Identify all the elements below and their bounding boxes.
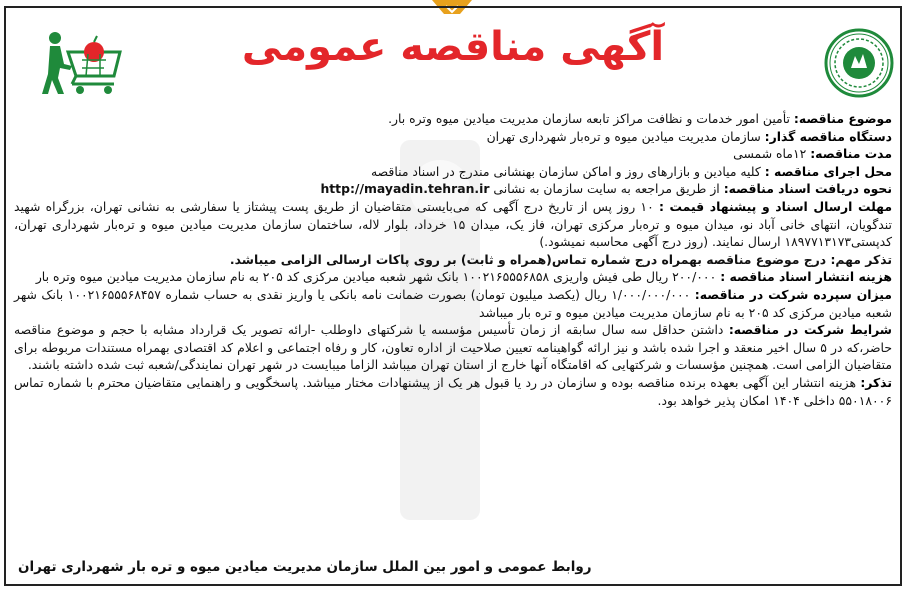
row-label: مهلت ارسال اسناد و پیشنهاد قیمت :: [658, 198, 892, 214]
row-label: مدت مناقصه:: [810, 146, 892, 162]
row-label: میزان سپرده شرکت در مناقصه:: [694, 286, 892, 302]
important-note: تذکر مهم: درج موضوع مناقصه بهمراه درج شماره تماس(همراه و ثابت) بر روی پاکات ارسالی الزامی میباشد.: [229, 251, 892, 267]
ad-body: [14, 110, 892, 409]
row-label: دستگاه مناقصه گذار:: [764, 128, 892, 144]
header: [6, 10, 900, 110]
footer-credit: روابط عمومی و امور بین الملل سازمان مدیریت میادین میوه و تره بار شهرداری تهران: [18, 559, 592, 575]
row-value: ۲۰۰/۰۰۰ ریال طی فیش واریزی ۱۰۰۲۱۶۵۵۵۶۸۵۸ بانک شهر شعبه میادین مرکزی کد ۲۰۵ به نام سازمان مدیریت میادین میوه وتره بار: [35, 269, 721, 285]
row-deadline: [14, 198, 892, 251]
row-value: کلیه میادین و بازارهای روز و اماکن سازمان بهنشانی مندرج در اسناد مناقصه: [371, 163, 765, 179]
website-link[interactable]: http://mayadin.tehran.ir: [320, 181, 490, 197]
row-organizer: [14, 128, 892, 146]
footer: [18, 556, 618, 575]
row-publication-fee: [14, 268, 892, 286]
row-deposit: [14, 286, 892, 321]
row-value: داشتن حداقل سه سال سابقه از زمان تأسیس مؤسسه یا شرکتهای داوطلب -ارائه تصویر یک قرارداد مشابه با حجم و موضوع مناقصه حاضر،که در ۵ سال اخیر منعقد و اجرا شده باشد و نیز ارائه گواهینامه تعیین صلاحیت از اداره تعاون، کار و رفاه اجتماعی و اعلام کد اقتصادی بهمراه مستندات مربوطه برای متقاضیان الزامی است. همچنین مؤسسات و شرکتهایی که اقامتگاه آنها خارج از استان تهران میباشد الزاما میبایست در شهر تهران نمایندگی/شعبه ثبت شده داشته باشند.: [14, 322, 892, 373]
row-label: نحوه دریافت اسناد مناقصه:: [723, 181, 892, 197]
row-location: [14, 163, 892, 181]
row-subject: [14, 110, 892, 128]
row-label: موضوع مناقصه:: [793, 111, 892, 126]
row-documents: [14, 180, 892, 198]
row-value: هزینه انتشار این آگهی بعهده برنده مناقصه بوده و سازمان در رد یا قبول هر یک از پیشنهادات مختار میباشد. پاسخگویی و راهنمایی متقاضیان محترم با شماره تماس ۵۵۰۱۸۰۰۶ داخلی ۱۴۰۴ امکان پذیر خواهد بود.: [14, 374, 892, 408]
row-reminder: [14, 374, 892, 409]
row-duration: [14, 145, 892, 163]
shopping-cart-icon: [42, 30, 122, 96]
row-value: سازمان مدیریت میادین میوه و تره‌بار شهرداری تهران: [486, 128, 765, 144]
row-label: شرایط شرکت در مناقصه:: [728, 322, 892, 338]
row-value: ۱۲ماه شمسی: [733, 146, 811, 162]
row-value: از طریق مراجعه به سایت سازمان به نشانی: [489, 181, 724, 197]
row-conditions: [14, 321, 892, 374]
row-value: تأمین امور خدمات و نظافت مراکز تابعه سازمان مدیریت میادین میوه وتره بار.: [388, 111, 794, 126]
row-value: ۱/۰۰۰/۰۰۰/۰۰۰ ریال (یکصد میلیون تومان) بصورت ضمانت نامه بانکی یا واریز نقدی به حساب شماره ۱۰۰۲۱۶۵۵۵۶۸۴۵۷ بانک شهر شعبه میادین مرکزی کد ۲۰۵ به نام سازمان مدیریت میادین میوه و تره بار میباشد: [14, 286, 892, 320]
page-title: آگهی مناقصه عمومی: [241, 24, 665, 70]
row-label: هزینه انتشار اسناد مناقصه :: [720, 269, 892, 285]
row-label: محل اجرای مناقصه :: [764, 163, 892, 179]
tehran-municipality-logo-icon: [824, 28, 894, 98]
row-label: تذکر:: [860, 374, 892, 390]
row-value: ۱۰ روز پس از تاریخ درج آگهی که می‌بایستی متقاضیان از طریق پست پیشتاز یا سفارشی به نشانی تهران، بزرگراه شهید تندگویان، انتهای خانی آباد نو، میدان میوه و تره‌بار مرکزی تهران، فاز یک، میدان ۱۵ خرداد، بلوار لاله، ساختمان سازمان مدیریت میادین میوه و تره‌بار شهرداری تهران، کدپستی۱۸۹۷۷۱۳۱۷۳ ارسال نمایند. (روز درج آگهی محاسبه نمیشود.): [14, 198, 892, 250]
row-important-note: [14, 251, 892, 269]
